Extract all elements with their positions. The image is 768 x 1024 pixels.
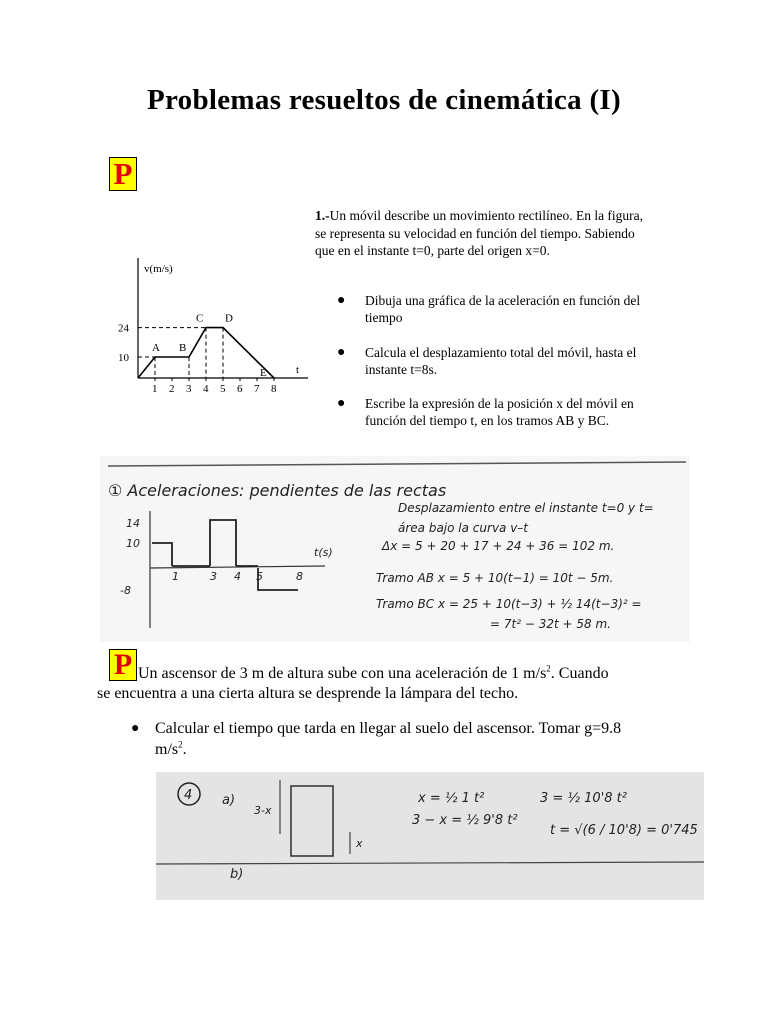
page-title: Problemas resueltos de cinemática (I)	[147, 84, 621, 116]
accel-xtick: 3	[210, 570, 217, 583]
point-label: D	[225, 312, 233, 325]
bullet-icon: ●	[131, 721, 140, 736]
point-label: C	[196, 312, 204, 325]
bullet-text: Escribe la expresión de la posición x del móvil en función del tiempo t, en los tramos AB y BC.	[365, 396, 634, 428]
accel-xtick: 4	[234, 570, 241, 583]
point-label: A	[152, 342, 160, 354]
solution1-heading: ① Aceleraciones: pendientes de las rectas	[108, 481, 447, 500]
x-tick-label: 7	[254, 383, 260, 395]
problem2-text: . Cuando	[550, 665, 609, 682]
problem1-statement	[315, 207, 655, 260]
solution1-line: = 7t² − 32t + 58 m.	[490, 617, 611, 631]
problem-badge: P	[109, 157, 137, 191]
problem1-text: Un móvil describe un movimiento rectilíneo. En la figura, se representa su velocidad en función del tiempo. Sabiendo que en el instante t=0, parte del origen x=0.	[315, 208, 644, 258]
bullet-text: Calcula el desplazamiento total del móvil, hasta el instante t=8s.	[365, 345, 637, 377]
solution2-part-b: b)	[230, 867, 244, 882]
y-tick-label: 24	[118, 322, 129, 335]
accel-label-neg8: -8	[120, 584, 131, 597]
problem2-statement-line2: se encuentra a una cierta altura se desprende la lámpara del techo.	[97, 685, 519, 702]
superscript: 2	[178, 739, 183, 750]
solution2-part-a: a)	[222, 793, 236, 808]
point-label: E	[260, 367, 267, 379]
accel-label-14: 14	[126, 517, 140, 530]
x-tick-labels	[152, 378, 277, 395]
problem2-text: Un ascensor de 3 m de altura sube con una aceleración de 1 m/s	[138, 665, 547, 682]
problem-badge: P	[109, 649, 137, 681]
x-tick-label: 2	[169, 383, 175, 395]
solution2-eq: 3 − x = ½ 9'8 t²	[412, 813, 518, 828]
y-axis-label: v(m/s)	[144, 263, 173, 275]
x-tick-label: 6	[237, 383, 243, 395]
solution1-line: Tramo AB x = 5 + 10(t−1) = 10t − 5m.	[376, 571, 614, 585]
point-labels	[152, 313, 267, 379]
bullet-text: Calcular el tiempo que tarda en llegar al suelo del ascensor. Tomar g=9.8 m/s	[155, 720, 622, 758]
solution1-line: área bajo la curva v–t	[398, 521, 529, 535]
handwritten-solution-1	[100, 456, 690, 642]
label-3-minus-x: 3-x	[254, 804, 272, 817]
problem2-statement-line1	[138, 664, 658, 684]
x-axis-label: t	[296, 364, 300, 376]
handwritten-solution-2	[156, 772, 704, 900]
problem1-number: 1.-	[315, 208, 330, 223]
bullet-item	[337, 344, 655, 378]
x-tick-label: 8	[271, 383, 277, 395]
accel-xtick: 5	[256, 570, 263, 583]
accel-xtick: 8	[296, 570, 303, 583]
solution2-eq: 3 = ½ 10'8 t²	[540, 791, 627, 806]
accel-label-10: 10	[126, 537, 140, 550]
solution1-line: Desplazamiento entre el instante t=0 y t=	[398, 501, 654, 515]
bullet-icon: ●	[337, 345, 346, 360]
accel-xlabel: t(s)	[314, 546, 333, 559]
bullet-item	[337, 292, 665, 326]
y-tick-label: 10	[118, 352, 129, 364]
velocity-time-chart	[112, 252, 312, 402]
bullet-item	[131, 718, 635, 760]
bullet-text: Dibuja una gráfica de la aceleración en función del tiempo	[365, 293, 641, 325]
solution2-number: 4	[184, 788, 193, 803]
accel-xtick: 1	[172, 570, 179, 583]
bullet-icon: ●	[337, 396, 346, 411]
solution2-eq: t = √(6 / 10'8) = 0'745	[550, 823, 698, 838]
x-tick-label: 4	[203, 383, 209, 395]
point-label: B	[179, 342, 187, 354]
bullet-text: .	[182, 741, 187, 758]
x-tick-label: 1	[152, 383, 158, 395]
bullet-icon: ●	[337, 293, 346, 308]
x-tick-label: 5	[220, 383, 226, 395]
solution1-line: Tramo BC x = 25 + 10(t−3) + ½ 14(t−3)² =	[376, 597, 642, 611]
y-tick-labels	[118, 323, 130, 364]
bullet-item	[337, 395, 665, 429]
solution2-eq: x = ½ 1 t²	[418, 791, 485, 806]
x-tick-label: 3	[186, 383, 192, 395]
solution1-line: Δx = 5 + 20 + 17 + 24 + 36 = 102 m.	[382, 539, 615, 553]
label-x: x	[356, 837, 363, 850]
superscript: 2	[546, 663, 551, 674]
